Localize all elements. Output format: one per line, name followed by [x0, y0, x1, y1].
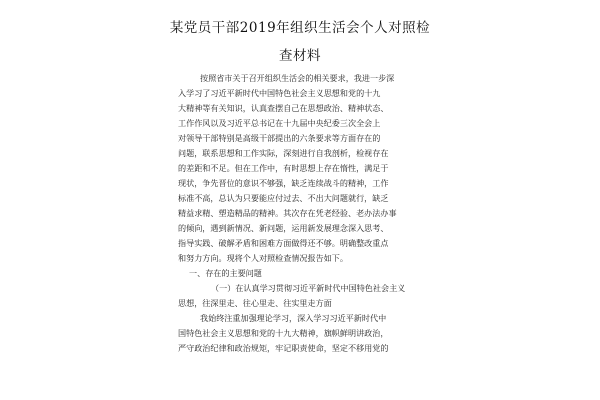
document-title-line-2: 查材料 [279, 48, 321, 64]
text-line: 和努力方向。现将个人对照检查情况报告如下。 [178, 253, 348, 263]
text-line: 入学习了习近平新时代中国特色社会主义思想和党的十九 [178, 88, 381, 98]
text-line: 一、存在的主要问题 [189, 268, 262, 278]
document-title-line-1: 某党员干部2019年组织生活会个人对照检 [169, 20, 431, 36]
text-line: 的倾向，遇到新情况、新问题，运用新发展理念深入思考、 [178, 223, 389, 233]
text-line: 国特色社会主义思想和党的十九大精神，旗帜鲜明讲政治， [178, 328, 389, 338]
text-line: （一）在认真学习贯彻习近平新时代中国特色社会主义 [211, 283, 406, 293]
document-body [178, 71, 428, 356]
text-line: 精益求精、塑造精品的精神。其次存在凭老经验、老办法办事 [178, 208, 397, 218]
text-line: 我始终注重加强理论学习，深入学习习近平新时代中 [200, 313, 387, 323]
text-line: 工作作风以及习近平总书记在十九届中央纪委三次全会上 [178, 118, 381, 128]
text-line: 现状，争先晋位的意识不够强，缺乏连续战斗的精神，工作 [178, 178, 389, 188]
text-line: 对领导干部特别是高级干部提出的六条要求等方面存在的 [178, 133, 381, 143]
text-line: 指导实践、破解矛盾和困难方面做得还不够。明确整改重点 [178, 238, 389, 248]
text-line: 思想，往深里走、往心里走、往实里走方面 [178, 298, 332, 308]
text-line: 标准不高，总认为只要能应付过去、不出大问题就行，缺乏 [178, 193, 389, 203]
text-line: 大精神等有关知识，认真查摆自己在思想政治、精神状态、 [178, 103, 389, 113]
text-line: 的差距和不足。但在工作中，有时思想上存在惰性，满足于 [178, 163, 389, 173]
text-line: 问题，联系思想和工作实际，深刻进行自我剖析，检视存在 [178, 148, 389, 158]
text-line: 严守政治纪律和政治规矩，牢记职责使命，坚定不移用党的 [178, 343, 389, 353]
text-line: 按照省市关于召开组织生活会的相关要求，我进一步深 [200, 73, 395, 83]
